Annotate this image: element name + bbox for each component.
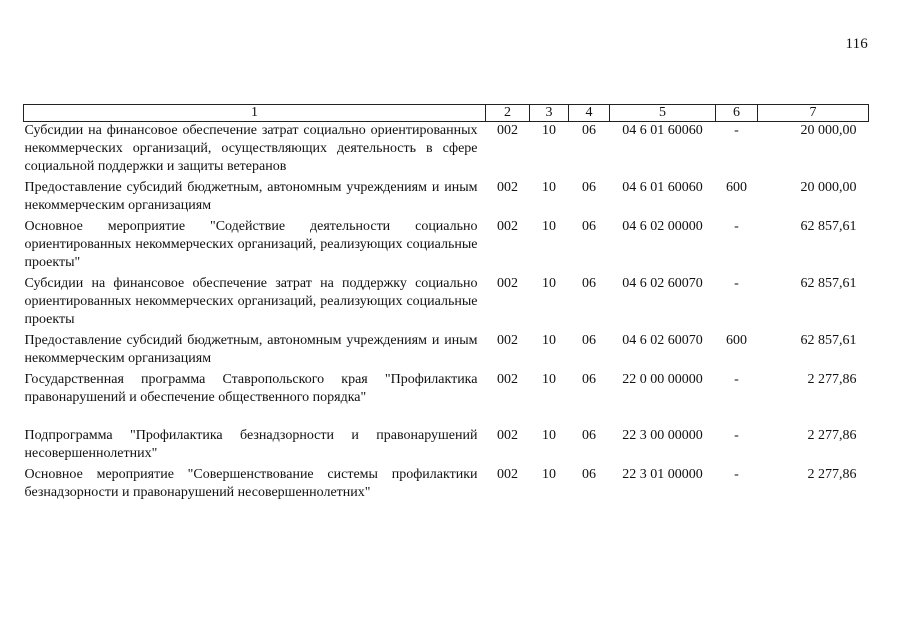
header-col-5: 5 [610,105,716,122]
row-col-2: 002 [497,219,518,234]
row-col-6: - [734,123,739,138]
row-col-6: - [734,372,739,387]
row-col-6: - [734,276,739,291]
row-col-4: 06 [582,372,596,387]
row-col-3: 10 [542,372,556,387]
row-col-4: 06 [582,180,596,195]
table-row [24,122,869,180]
header-col-3: 3 [530,105,569,122]
row-col-3: 10 [542,219,556,234]
row-name: Предоставление субсидий бюджетным, автономным учреждениям и иным некоммерческим организациям [24,180,478,213]
row-col-5: 04 6 01 60060 [622,180,703,195]
row-col-3: 10 [542,276,556,291]
row-col-5: 22 3 00 00000 [622,428,703,443]
header-col-4: 4 [569,105,610,122]
row-amount: 2 277,86 [807,467,857,482]
row-col-5: 22 3 01 00000 [622,467,703,482]
header-row [24,105,869,122]
row-col-4: 06 [582,333,596,348]
row-amount: 2 277,86 [807,428,857,443]
header-col-1: 1 [24,105,486,122]
header-col-6: 6 [716,105,758,122]
row-name: Основное мероприятие "Совершенствование системы профилактики безнадзорности и правонарушений несовершеннолетних" [24,467,478,500]
budget-table [23,104,869,505]
row-col-3: 10 [542,123,556,138]
row-name: Субсидии на финансовое обеспечение затрат на поддержку социально ориентированных некоммерческих организаций, реализующих социальные проекты [24,276,478,327]
table-row [24,218,869,275]
row-col-2: 002 [497,467,518,482]
row-col-5: 04 6 02 60070 [622,333,703,348]
table-body [24,122,869,506]
row-col-3: 10 [542,333,556,348]
row-col-6: - [734,428,739,443]
row-name: Субсидии на финансовое обеспечение затрат социально ориентированных некоммерческих организаций, осуществляющих деятельность в сфере социальной поддержки и защиты ветеранов [24,123,478,174]
row-col-4: 06 [582,428,596,443]
row-col-6: 600 [726,333,747,348]
table-row [24,332,869,371]
row-col-6: 600 [726,180,747,195]
row-name: Государственная программа Ставропольского края "Профилактика правонарушений и обеспечение общественного порядка" [24,372,478,405]
row-col-3: 10 [542,428,556,443]
row-amount: 20 000,00 [800,180,857,195]
row-amount: 62 857,61 [800,219,857,234]
row-col-5: 04 6 01 60060 [622,123,703,138]
row-col-3: 10 [542,467,556,482]
table-row [24,427,869,466]
row-col-4: 06 [582,467,596,482]
table-row [24,275,869,332]
row-amount: 2 277,86 [807,372,857,387]
row-col-4: 06 [582,219,596,234]
row-col-2: 002 [497,276,518,291]
table-row [24,179,869,218]
row-col-4: 06 [582,123,596,138]
row-name: Основное мероприятие "Содействие деятельности социально ориентированных некоммерческих организаций, реализующих социальные проекты" [24,219,478,270]
header-col-7: 7 [758,105,869,122]
row-name: Предоставление субсидий бюджетным, автономным учреждениям и иным некоммерческим организациям [24,333,478,366]
table-row [24,371,869,427]
row-col-5: 22 0 00 00000 [622,372,703,387]
row-col-2: 002 [497,180,518,195]
row-col-4: 06 [582,276,596,291]
header-col-2: 2 [486,105,530,122]
row-amount: 62 857,61 [800,276,857,291]
table-header [24,105,869,122]
row-col-2: 002 [497,123,518,138]
page-number: 116 [845,36,868,52]
row-col-3: 10 [542,180,556,195]
row-amount: 62 857,61 [800,333,857,348]
row-col-6: - [734,219,739,234]
row-col-6: - [734,467,739,482]
row-col-5: 04 6 02 00000 [622,219,703,234]
row-amount: 20 000,00 [800,123,857,138]
table-row [24,466,869,505]
row-col-5: 04 6 02 60070 [622,276,703,291]
row-col-2: 002 [497,428,518,443]
row-name: Подпрограмма "Профилактика безнадзорности и правонарушений несовершеннолетних" [24,428,478,461]
row-col-2: 002 [497,372,518,387]
row-col-2: 002 [497,333,518,348]
